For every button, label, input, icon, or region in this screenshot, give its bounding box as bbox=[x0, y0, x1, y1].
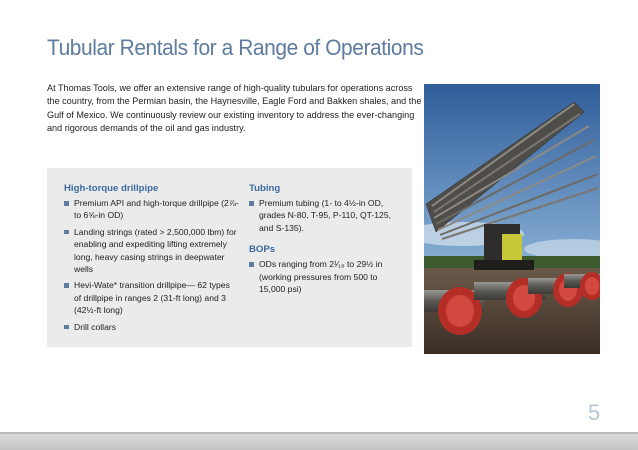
square-bullet-icon bbox=[249, 262, 254, 267]
page-title: Tubular Rentals for a Range of Operations bbox=[47, 35, 424, 60]
list-item-text: Hevi-Wate* transition drillpipe— 62 types of drillpipe in ranges 2 (31-ft long) and 3 (42½-ft long) bbox=[74, 280, 230, 316]
list-item bbox=[64, 321, 239, 333]
tubing-heading: Tubing bbox=[249, 183, 281, 194]
square-bullet-icon bbox=[249, 201, 254, 206]
list-item bbox=[249, 258, 399, 295]
list-item-text: Premium API and high-torque drillpipe (2⅞- to 6⅝-in OD) bbox=[74, 198, 239, 221]
bops-list bbox=[249, 258, 399, 295]
tubing-bops-column bbox=[249, 183, 399, 299]
list-item bbox=[64, 279, 239, 316]
page-number: 5 bbox=[588, 400, 601, 425]
list-item bbox=[64, 197, 239, 222]
list-item bbox=[64, 226, 239, 276]
footer-band bbox=[0, 432, 638, 450]
pipe-yard-photo bbox=[424, 84, 600, 354]
drillpipe-list bbox=[64, 197, 239, 333]
intro-paragraph: At Thomas Tools, we offer an extensive range of high-quality tubulars for operations across the country, from the Permian basin, the Haynesville, Eagle Ford and Bakken shales, and the Gulf of Mexico. We continuously review our existing inventory to address the ever-changing and rigorous demands of the oil and gas industry. bbox=[47, 83, 422, 134]
products-box bbox=[47, 168, 412, 347]
list-item-text: Landing strings (rated > 2,500,000 lbm) for enabling and expediting lifting extremely long, heavy casing strings in deepwater wells bbox=[74, 226, 237, 275]
bops-heading: BOPs bbox=[249, 244, 276, 256]
list-item-text: ODs ranging from 2¹⁄₁₆ to 29½ in (working pressures from 500 to 15,000 psi) bbox=[259, 259, 383, 295]
list-item-text: Drill collars bbox=[74, 321, 117, 332]
pipe-loader-illustration bbox=[424, 84, 600, 354]
square-bullet-icon bbox=[64, 230, 69, 235]
drillpipe-heading: High-torque drillpipe bbox=[64, 183, 159, 194]
square-bullet-icon bbox=[64, 283, 69, 288]
list-item bbox=[249, 197, 399, 234]
list-item-text: Premium tubing (1- to 4½-in OD, grades N-80, T-95, P-110, QT-125, and S-135). bbox=[259, 198, 391, 233]
square-bullet-icon bbox=[64, 201, 69, 206]
tubing-list bbox=[249, 197, 399, 234]
square-bullet-icon bbox=[64, 325, 69, 330]
drillpipe-column bbox=[64, 183, 239, 337]
